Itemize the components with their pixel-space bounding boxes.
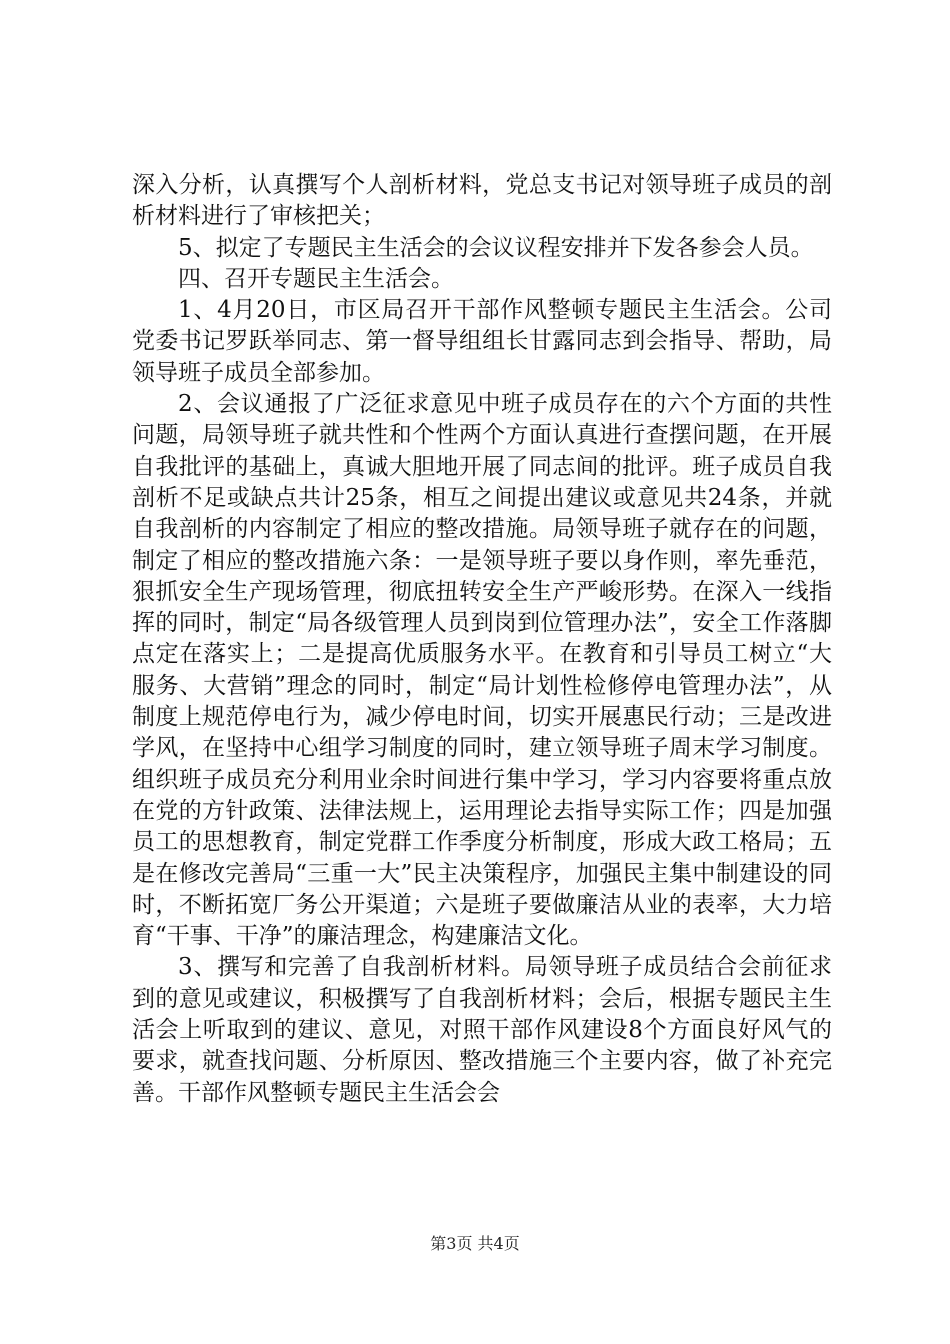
paragraph-item-1: 1、4月20日，市区局召开干部作风整顿专题民主生活会。公司党委书记罗跃举同志、第一督导组组长甘露同志到会指导、帮助，局领导班子成员全部参加。 xyxy=(132,297,832,386)
paragraph-item-2: 2、会议通报了广泛征求意见中班子成员存在的六个方面的共性问题，局领导班子就共性和个性两个方面认真进行查摆问题，在开展自我批评的基础上，真诚大胆地开展了同志间的批评。班子成员自我剖析不足或缺点共计25条，相互之间提出建议或意见共24条，并就自我剖析的内容制定了相应的整改措施。局领导班子就存在的问题，制定了相应的整改措施六条：一是领导班子要以身作则，率先垂范，狠抓安全生产现场管理，彻底扭转安全生产严峻形势。在深入一线指挥的同时，制定“局各级管理人员到岗到位管理办法”，安全工作落脚点定在落实上；二是提高优质服务水平。在教育和引导员工树立“大服务、大营销”理念的同时，制定“局计划性检修停电管理办法”，从制度上规范停电行为，减少停电时间，切实开展惠民行动；三是改进学风，在坚持中心组学习制度的同时，建立领导班子周末学习制度。组织班子成员充分利用业余时间进行集中学习，学习内容要将重点放在党的方针政策、法律法规上，运用理论去指导实际工作；四是加强员工的思想教育，制定党群工作季度分析制度，形成大政工格局；五是在修改完善局“三重一大”民主决策程序，加强民主集中制建设的同时，不断拓宽厂务公开渠道；六是班子要做廉洁从业的表率，大力培育“干事、干净”的廉洁理念，构建廉洁文化。 xyxy=(132,391,832,950)
document-body xyxy=(132,170,832,1109)
paragraph-continuation: 深入分析，认真撰写个人剖析材料，党总支书记对领导班子成员的剖析材料进行了审核把关； xyxy=(132,172,832,230)
paragraph-item-5: 5、拟定了专题民主生活会的会议议程安排并下发各参会人员。 xyxy=(178,234,814,261)
paragraph-item-3: 3、撰写和完善了自我剖析材料。局领导班子成员结合会前征求到的意见或建议，积极撰写了自我剖析材料；会后，根据专题民主生活会上听取到的建议、意见，对照干部作风建设8个方面良好风气的要求，就查找问题、分析原因、整改措施三个主要内容，做了补充完善。干部作风整顿专题民主生活会会 xyxy=(132,954,832,1106)
section-heading-4: 四、召开专题民主生活会。 xyxy=(178,265,454,292)
page-number-footer: 第3页 共4页 xyxy=(430,1234,520,1253)
